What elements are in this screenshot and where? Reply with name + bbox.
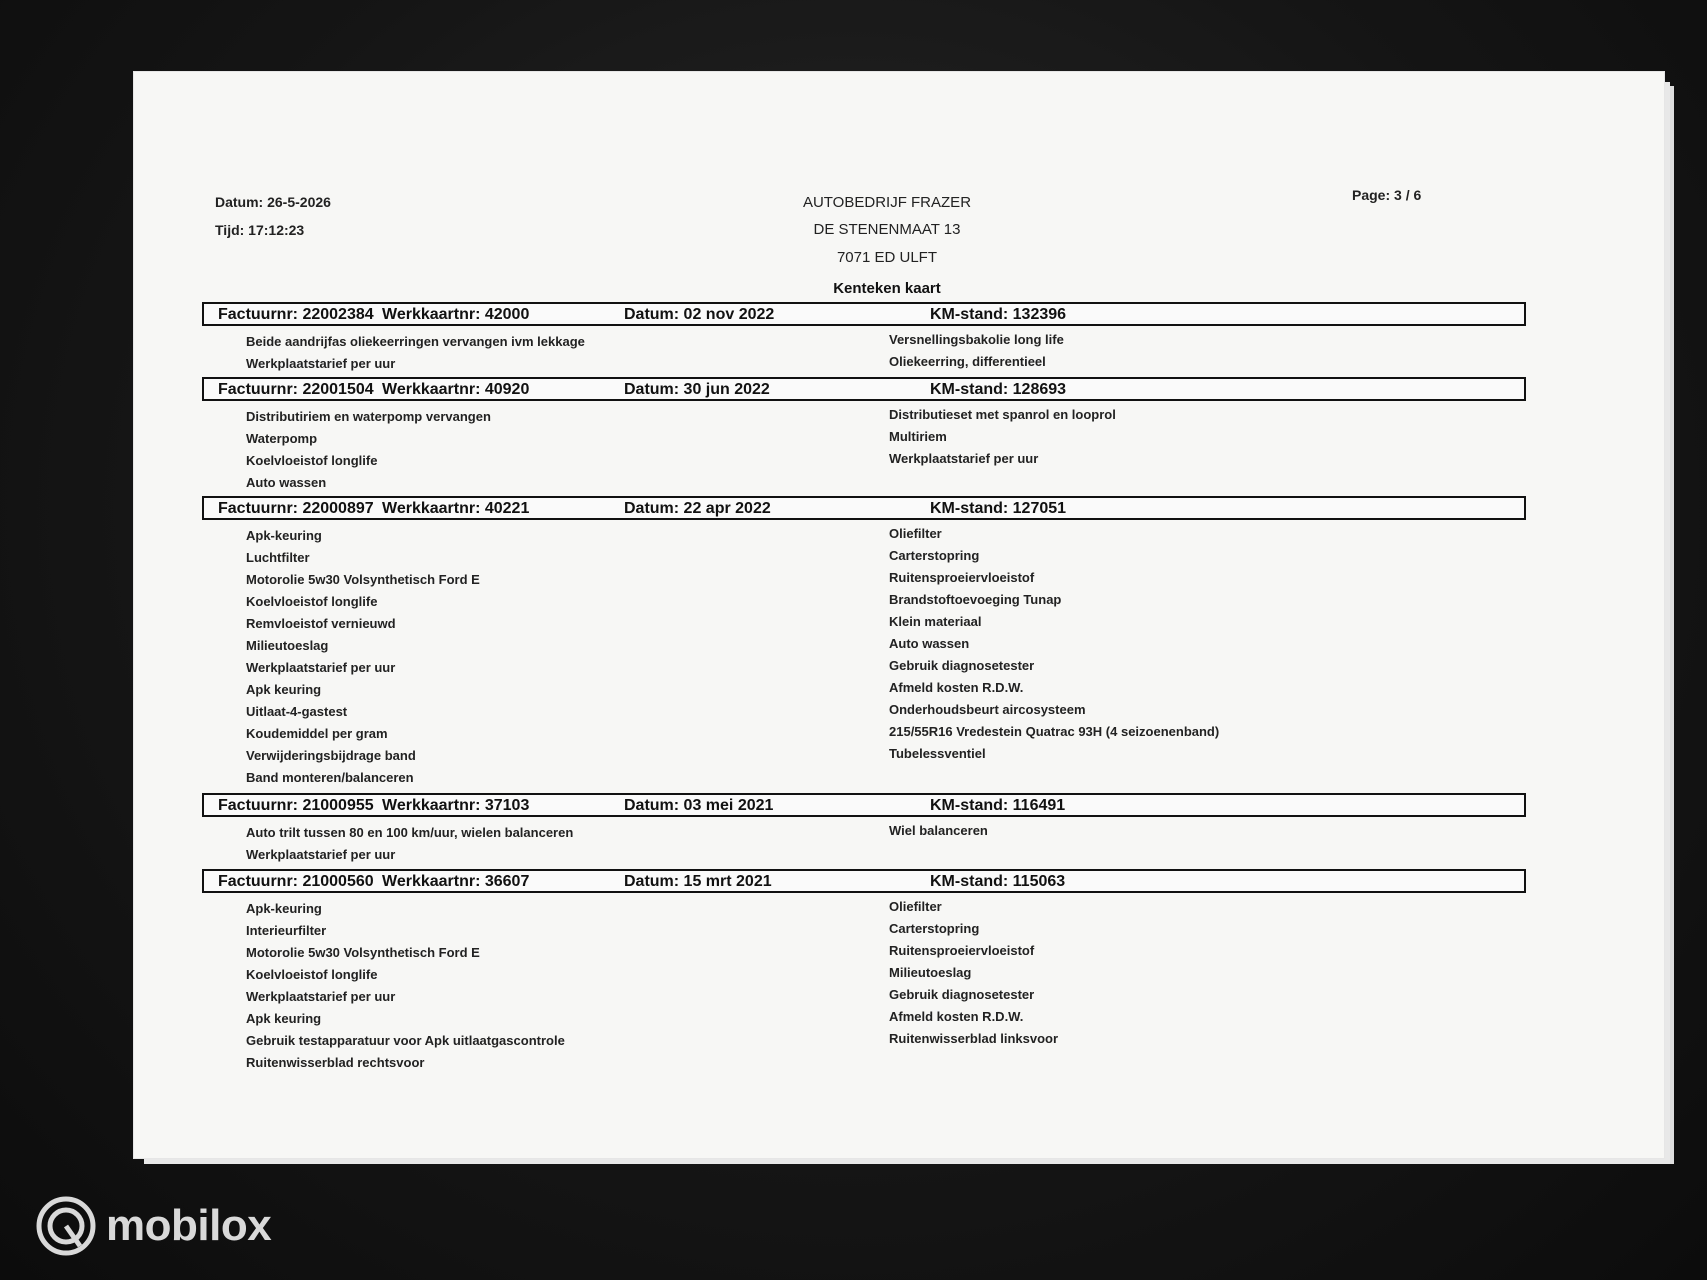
invoice-date: Datum: 22 apr 2022 [624,500,771,517]
work-item: Interieurfilter [246,923,327,938]
part-item: Tubelessventiel [889,746,986,761]
mobilox-logo-icon [36,1196,96,1256]
part-item: Carterstopring [889,548,980,563]
invoice-header-row [202,869,1526,893]
part-item: Brandstoftoevoeging Tunap [889,592,1062,607]
invoice-date: Datum: 15 mrt 2021 [624,873,772,890]
work-item: Werkplaatstarief per uur [246,356,396,371]
invoice-number: Factuurnr: 22000897 [218,500,374,517]
work-item: Motorolie 5w30 Volsynthetisch Ford E [246,945,480,960]
work-item: Uitlaat-4-gastest [246,704,348,719]
work-item: Auto wassen [246,475,327,490]
company-city: 7071 ED ULFT [836,249,938,266]
mileage: KM-stand: 115063 [930,873,1066,890]
work-item: Koelvloeistof longlife [246,453,378,468]
part-item: Ruitensproeiervloeistof [889,570,1035,585]
work-item: Werkplaatstarief per uur [246,660,396,675]
workcard-number: Werkkaartnr: 37103 [382,797,530,814]
work-item: Ruitenwisserblad rechtsvoor [246,1055,425,1070]
work-item: Beide aandrijfas oliekeerringen vervangen ivm lekkage [246,334,585,349]
part-item: Ruitensproeiervloeistof [889,943,1035,958]
mileage: KM-stand: 116491 [930,797,1066,814]
watermark-text: mobilox [106,1201,272,1250]
work-item: Werkplaatstarief per uur [246,847,396,862]
part-item: Wiel balanceren [889,823,988,838]
part-item: Gebruik diagnosetester [889,658,1035,673]
part-item: Oliefilter [889,899,942,914]
part-item: Distributieset met spanrol en looprol [889,407,1116,422]
invoice-header-row [202,496,1526,520]
work-item: Apk keuring [246,1011,322,1026]
print-time: Tijd: 17:12:23 [215,222,305,238]
part-item: Afmeld kosten R.D.W. [889,1009,1024,1024]
work-item: Milieutoeslag [246,638,329,653]
print-date: Datum: 26-5-2026 [215,194,331,210]
invoice-header-row [202,793,1526,817]
part-item: Carterstopring [889,921,980,936]
part-item: Multiriem [889,429,947,444]
mileage: KM-stand: 132396 [930,306,1067,323]
work-item: Koudemiddel per gram [246,726,388,741]
work-item: Apk keuring [246,682,322,697]
work-item: Motorolie 5w30 Volsynthetisch Ford E [246,572,480,587]
work-item: Band monteren/balanceren [246,770,414,785]
work-item: Luchtfilter [246,550,310,565]
work-item: Distributiriem en waterpomp vervangen [246,409,491,424]
workcard-number: Werkkaartnr: 40920 [382,381,530,398]
invoice-date: Datum: 30 jun 2022 [624,381,770,398]
invoice-date: Datum: 02 nov 2022 [624,306,775,323]
work-item: Verwijderingsbijdrage band [246,748,416,763]
part-item: Afmeld kosten R.D.W. [889,680,1024,695]
work-item: Auto trilt tussen 80 en 100 km/uur, wielen balanceren [246,825,574,840]
invoice-number: Factuurnr: 22002384 [218,306,374,323]
part-item: Auto wassen [889,636,970,651]
work-item: Koelvloeistof longlife [246,967,378,982]
invoice-number: Factuurnr: 21000955 [218,797,374,814]
part-item: Ruitenwisserblad linksvoor [889,1031,1059,1046]
part-item: Klein materiaal [889,614,982,629]
work-item: Werkplaatstarief per uur [246,989,396,1004]
part-item: Milieutoeslag [889,965,972,980]
part-item: Oliekeerring, differentieel [889,354,1046,369]
part-item: Gebruik diagnosetester [889,987,1035,1002]
part-item: Versnellingsbakolie long life [889,332,1064,347]
invoice-number: Factuurnr: 22001504 [218,381,374,398]
invoice-header-row [202,302,1526,326]
mileage: KM-stand: 128693 [930,381,1067,398]
part-item: Onderhoudsbeurt aircosysteem [889,702,1086,717]
invoice-header-row [202,377,1526,401]
part-item: 215/55R16 Vredestein Quatrac 93H (4 seizoenenband) [889,724,1220,739]
page-number: Page: 3 / 6 [1352,187,1422,203]
invoice-page [134,72,1664,1158]
work-item: Koelvloeistof longlife [246,594,378,609]
workcard-number: Werkkaartnr: 36607 [382,873,530,890]
work-item: Gebruik testapparatuur voor Apk uitlaatgascontrole [246,1033,565,1048]
workcard-number: Werkkaartnr: 40221 [382,500,530,517]
part-item: Werkplaatstarief per uur [889,451,1039,466]
mileage: KM-stand: 127051 [930,500,1067,517]
watermark-logo [36,1196,271,1256]
part-item: Oliefilter [889,526,942,541]
company-name: AUTOBEDRIJF FRAZER [802,194,972,211]
company-address: DE STENENMAAT 13 [813,221,961,238]
work-item: Waterpomp [246,431,318,446]
work-item: Remvloeistof vernieuwd [246,616,396,631]
work-item: Apk-keuring [246,528,322,543]
document-title: Kenteken kaart [833,280,941,297]
invoice-number: Factuurnr: 21000560 [218,873,374,890]
work-item: Apk-keuring [246,901,322,916]
invoice-date: Datum: 03 mei 2021 [624,797,774,814]
workcard-number: Werkkaartnr: 42000 [382,306,530,323]
